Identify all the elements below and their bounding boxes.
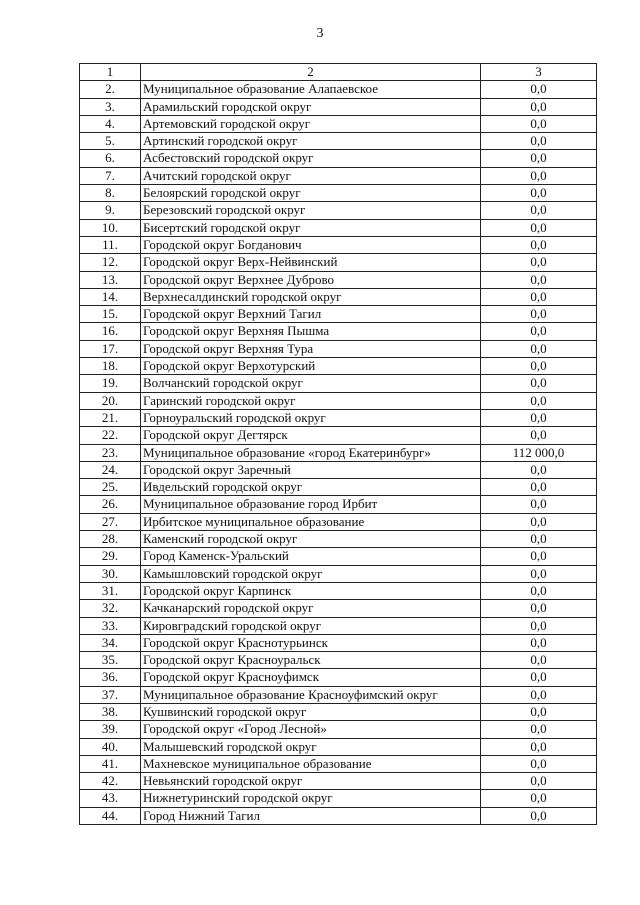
row-number: 3. bbox=[80, 98, 141, 115]
row-name: Городской округ Карпинск bbox=[141, 582, 481, 599]
row-name: Камышловский городской округ bbox=[141, 565, 481, 582]
row-value: 0,0 bbox=[481, 686, 597, 703]
row-value: 0,0 bbox=[481, 271, 597, 288]
row-name: Городской округ Дегтярск bbox=[141, 427, 481, 444]
row-number: 43. bbox=[80, 790, 141, 807]
row-name: Артемовский городской округ bbox=[141, 115, 481, 132]
row-value: 0,0 bbox=[481, 392, 597, 409]
row-number: 22. bbox=[80, 427, 141, 444]
row-number: 40. bbox=[80, 738, 141, 755]
row-number: 15. bbox=[80, 306, 141, 323]
row-number: 26. bbox=[80, 496, 141, 513]
allocation-table bbox=[79, 63, 597, 825]
row-number: 25. bbox=[80, 479, 141, 496]
table-row bbox=[80, 496, 597, 513]
table-row bbox=[80, 703, 597, 720]
row-number: 19. bbox=[80, 375, 141, 392]
table-row bbox=[80, 669, 597, 686]
row-name: Невьянский городской округ bbox=[141, 773, 481, 790]
table-row bbox=[80, 392, 597, 409]
row-name: Верхнесалдинский городской округ bbox=[141, 288, 481, 305]
row-number: 6. bbox=[80, 150, 141, 167]
table-row bbox=[80, 721, 597, 738]
row-number: 18. bbox=[80, 358, 141, 375]
row-number: 2. bbox=[80, 81, 141, 98]
row-number: 44. bbox=[80, 807, 141, 824]
row-name: Качканарский городской округ bbox=[141, 600, 481, 617]
row-name: Городской округ Верхняя Пышма bbox=[141, 323, 481, 340]
table-row bbox=[80, 513, 597, 530]
table-row bbox=[80, 773, 597, 790]
row-value: 0,0 bbox=[481, 807, 597, 824]
row-number: 33. bbox=[80, 617, 141, 634]
row-name: Белоярский городской округ bbox=[141, 185, 481, 202]
row-value: 0,0 bbox=[481, 461, 597, 478]
table-row bbox=[80, 790, 597, 807]
row-number: 21. bbox=[80, 409, 141, 426]
row-number: 36. bbox=[80, 669, 141, 686]
row-value: 0,0 bbox=[481, 323, 597, 340]
row-value: 0,0 bbox=[481, 531, 597, 548]
table-row bbox=[80, 271, 597, 288]
row-value: 0,0 bbox=[481, 652, 597, 669]
row-number: 10. bbox=[80, 219, 141, 236]
row-name: Волчанский городской округ bbox=[141, 375, 481, 392]
row-value: 0,0 bbox=[481, 167, 597, 184]
row-number: 38. bbox=[80, 703, 141, 720]
page-number: 3 bbox=[316, 26, 324, 41]
table-row bbox=[80, 634, 597, 651]
row-value: 0,0 bbox=[481, 98, 597, 115]
row-value: 0,0 bbox=[481, 669, 597, 686]
table-row bbox=[80, 444, 597, 461]
row-value: 0,0 bbox=[481, 254, 597, 271]
row-name: Городской округ Верхний Тагил bbox=[141, 306, 481, 323]
table-row bbox=[80, 427, 597, 444]
table-row bbox=[80, 461, 597, 478]
table-row bbox=[80, 738, 597, 755]
row-value: 0,0 bbox=[481, 513, 597, 530]
row-value: 0,0 bbox=[481, 306, 597, 323]
row-value: 0,0 bbox=[481, 150, 597, 167]
table-row bbox=[80, 531, 597, 548]
row-number: 28. bbox=[80, 531, 141, 548]
row-number: 39. bbox=[80, 721, 141, 738]
row-name: Кушвинский городской округ bbox=[141, 703, 481, 720]
row-number: 4. bbox=[80, 115, 141, 132]
table-row bbox=[80, 479, 597, 496]
row-number: 34. bbox=[80, 634, 141, 651]
row-value: 0,0 bbox=[481, 634, 597, 651]
row-number: 8. bbox=[80, 185, 141, 202]
row-value: 0,0 bbox=[481, 617, 597, 634]
row-name: Бисертский городской округ bbox=[141, 219, 481, 236]
row-number: 37. bbox=[80, 686, 141, 703]
row-name: Асбестовский городской округ bbox=[141, 150, 481, 167]
row-number: 31. bbox=[80, 582, 141, 599]
row-number: 35. bbox=[80, 652, 141, 669]
row-value: 0,0 bbox=[481, 565, 597, 582]
row-name: Муниципальное образование Алапаевское bbox=[141, 81, 481, 98]
row-number: 24. bbox=[80, 461, 141, 478]
row-name: Арамильский городской округ bbox=[141, 98, 481, 115]
row-value: 0,0 bbox=[481, 340, 597, 357]
row-value: 0,0 bbox=[481, 185, 597, 202]
table-body bbox=[80, 64, 597, 825]
row-number: 27. bbox=[80, 513, 141, 530]
row-name: Муниципальное образование «город Екатеринбург» bbox=[141, 444, 481, 461]
row-value: 0,0 bbox=[481, 496, 597, 513]
table-header-row bbox=[80, 64, 597, 81]
table-row bbox=[80, 565, 597, 582]
row-value: 0,0 bbox=[481, 427, 597, 444]
row-value: 0,0 bbox=[481, 721, 597, 738]
row-name: Городской округ Верх-Нейвинский bbox=[141, 254, 481, 271]
table-row bbox=[80, 219, 597, 236]
table-row bbox=[80, 323, 597, 340]
row-name: Ивдельский городской округ bbox=[141, 479, 481, 496]
table-row bbox=[80, 306, 597, 323]
row-value: 0,0 bbox=[481, 548, 597, 565]
row-name: Кировградский городской округ bbox=[141, 617, 481, 634]
table-row bbox=[80, 340, 597, 357]
table-row bbox=[80, 600, 597, 617]
row-number: 11. bbox=[80, 236, 141, 253]
row-number: 13. bbox=[80, 271, 141, 288]
row-number: 12. bbox=[80, 254, 141, 271]
row-name: Городской округ Красноуральск bbox=[141, 652, 481, 669]
row-value: 0,0 bbox=[481, 582, 597, 599]
row-value: 0,0 bbox=[481, 790, 597, 807]
table-row bbox=[80, 81, 597, 98]
row-value: 0,0 bbox=[481, 115, 597, 132]
row-value: 112 000,0 bbox=[481, 444, 597, 461]
row-number: 14. bbox=[80, 288, 141, 305]
table-row bbox=[80, 409, 597, 426]
row-name: Каменский городской округ bbox=[141, 531, 481, 548]
row-name: Малышевский городской округ bbox=[141, 738, 481, 755]
header-col-3: 3 bbox=[481, 64, 597, 81]
table-row bbox=[80, 652, 597, 669]
table-row bbox=[80, 98, 597, 115]
row-number: 17. bbox=[80, 340, 141, 357]
row-name: Ачитский городской округ bbox=[141, 167, 481, 184]
row-name: Городской округ Заречный bbox=[141, 461, 481, 478]
row-name: Махневское муниципальное образование bbox=[141, 755, 481, 772]
row-name: Муниципальное образование город Ирбит bbox=[141, 496, 481, 513]
table-row bbox=[80, 202, 597, 219]
row-name: Городской округ Верхотурский bbox=[141, 358, 481, 375]
row-value: 0,0 bbox=[481, 288, 597, 305]
header-col-2: 2 bbox=[141, 64, 481, 81]
row-value: 0,0 bbox=[481, 703, 597, 720]
row-name: Городской округ Верхнее Дуброво bbox=[141, 271, 481, 288]
row-name: Нижнетуринский городской округ bbox=[141, 790, 481, 807]
table-row bbox=[80, 375, 597, 392]
row-name: Гаринский городской округ bbox=[141, 392, 481, 409]
row-number: 32. bbox=[80, 600, 141, 617]
row-name: Ирбитское муниципальное образование bbox=[141, 513, 481, 530]
row-value: 0,0 bbox=[481, 236, 597, 253]
row-value: 0,0 bbox=[481, 479, 597, 496]
row-name: Городской округ Богданович bbox=[141, 236, 481, 253]
table-row bbox=[80, 115, 597, 132]
row-number: 42. bbox=[80, 773, 141, 790]
row-number: 20. bbox=[80, 392, 141, 409]
row-name: Городской округ Краснотурьинск bbox=[141, 634, 481, 651]
row-number: 7. bbox=[80, 167, 141, 184]
row-value: 0,0 bbox=[481, 133, 597, 150]
table-row bbox=[80, 254, 597, 271]
row-value: 0,0 bbox=[481, 773, 597, 790]
row-number: 5. bbox=[80, 133, 141, 150]
row-value: 0,0 bbox=[481, 755, 597, 772]
row-name: Городской округ Красноуфимск bbox=[141, 669, 481, 686]
table-row bbox=[80, 582, 597, 599]
row-value: 0,0 bbox=[481, 600, 597, 617]
row-value: 0,0 bbox=[481, 738, 597, 755]
row-number: 23. bbox=[80, 444, 141, 461]
table-row bbox=[80, 167, 597, 184]
table-row bbox=[80, 617, 597, 634]
table-row bbox=[80, 185, 597, 202]
row-value: 0,0 bbox=[481, 409, 597, 426]
table-row bbox=[80, 686, 597, 703]
row-value: 0,0 bbox=[481, 375, 597, 392]
table-row bbox=[80, 236, 597, 253]
row-value: 0,0 bbox=[481, 219, 597, 236]
table-row bbox=[80, 358, 597, 375]
row-name: Артинский городской округ bbox=[141, 133, 481, 150]
row-number: 41. bbox=[80, 755, 141, 772]
row-value: 0,0 bbox=[481, 81, 597, 98]
row-number: 29. bbox=[80, 548, 141, 565]
row-value: 0,0 bbox=[481, 358, 597, 375]
row-name: Горноуральский городской округ bbox=[141, 409, 481, 426]
row-name: Муниципальное образование Красноуфимский округ bbox=[141, 686, 481, 703]
row-number: 9. bbox=[80, 202, 141, 219]
row-number: 16. bbox=[80, 323, 141, 340]
row-name: Городской округ Верхняя Тура bbox=[141, 340, 481, 357]
row-number: 30. bbox=[80, 565, 141, 582]
row-name: Город Каменск-Уральский bbox=[141, 548, 481, 565]
table-row bbox=[80, 548, 597, 565]
table-row bbox=[80, 288, 597, 305]
row-name: Городской округ «Город Лесной» bbox=[141, 721, 481, 738]
header-col-1: 1 bbox=[80, 64, 141, 81]
table-row bbox=[80, 133, 597, 150]
row-value: 0,0 bbox=[481, 202, 597, 219]
table-row bbox=[80, 150, 597, 167]
table-row bbox=[80, 755, 597, 772]
table-row bbox=[80, 807, 597, 824]
row-name: Город Нижний Тагил bbox=[141, 807, 481, 824]
row-name: Березовский городской округ bbox=[141, 202, 481, 219]
